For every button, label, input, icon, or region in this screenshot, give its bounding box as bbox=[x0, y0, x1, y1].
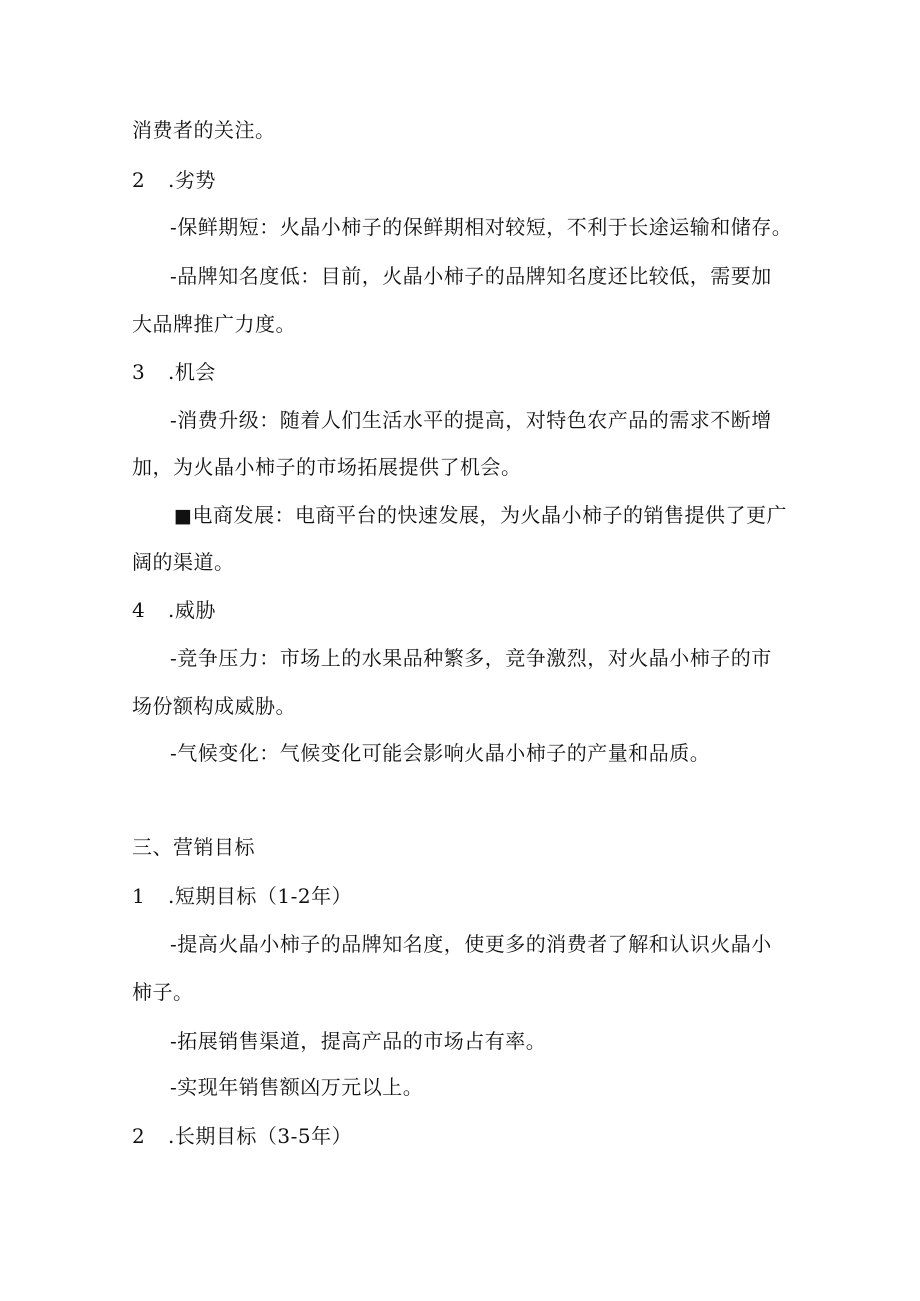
bullet-item: -气候变化：气候变化可能会影响火晶小柿子的产量和品质。 bbox=[170, 741, 711, 765]
heading-number: 2 bbox=[132, 1124, 146, 1148]
heading-number: 4 bbox=[132, 598, 146, 622]
bullet-item-continuation: 加，为火晶小柿子的市场拓展提供了机会。 bbox=[132, 455, 522, 479]
heading-number: 1 bbox=[132, 884, 146, 908]
section-heading-opportunities bbox=[132, 360, 216, 384]
bullet-item: -品牌知名度低：目前，火晶小柿子的品牌知名度还比较低，需要加 bbox=[170, 264, 772, 288]
section-heading-short-term bbox=[132, 884, 352, 908]
section-heading-weaknesses bbox=[132, 168, 216, 192]
bullet-item-continuation: 阔的渠道。 bbox=[132, 550, 235, 574]
heading-number: 2 bbox=[132, 168, 146, 192]
section-heading-threats bbox=[132, 598, 216, 622]
bullet-item-continuation: 大品牌推广力度。 bbox=[132, 312, 296, 336]
bullet-item: -消费升级：随着人们生活水平的提高，对特色农产品的需求不断增 bbox=[170, 408, 772, 432]
chapter-heading-marketing-goals: 三、营销目标 bbox=[132, 835, 255, 859]
bullet-item: -拓展销售渠道，提高产品的市场占有率。 bbox=[170, 1029, 547, 1053]
bullet-item: -提高火晶小柿子的品牌知名度，使更多的消费者了解和认识火晶小 bbox=[170, 932, 772, 956]
section-heading-long-term bbox=[132, 1124, 352, 1148]
heading-text: .劣势 bbox=[168, 168, 216, 192]
heading-text: .长期目标（3-5年） bbox=[168, 1124, 353, 1148]
bullet-item-continuation: 场份额构成威胁。 bbox=[132, 694, 296, 718]
heading-text: .短期目标（1-2年） bbox=[168, 884, 353, 908]
bullet-item: -实现年销售额凶万元以上。 bbox=[170, 1075, 424, 1099]
bullet-item: -竞争压力：市场上的水果品种繁多，竞争激烈，对火晶小柿子的市 bbox=[170, 646, 772, 670]
heading-text: .威胁 bbox=[168, 598, 216, 622]
paragraph-line: 消费者的关注。 bbox=[132, 118, 276, 142]
square-bullet-icon: ■ bbox=[174, 505, 193, 527]
bullet-item bbox=[174, 503, 787, 528]
bullet-item-continuation: 柿子。 bbox=[132, 980, 194, 1004]
heading-text: .机会 bbox=[168, 360, 216, 384]
heading-number: 3 bbox=[132, 360, 146, 384]
bullet-item: -保鲜期短：火晶小柿子的保鲜期相对较短，不利于长途运输和储存。 bbox=[170, 215, 793, 239]
bullet-text: 电商发展：电商平台的快速发展，为火晶小柿子的销售提供了更广 bbox=[192, 503, 787, 527]
